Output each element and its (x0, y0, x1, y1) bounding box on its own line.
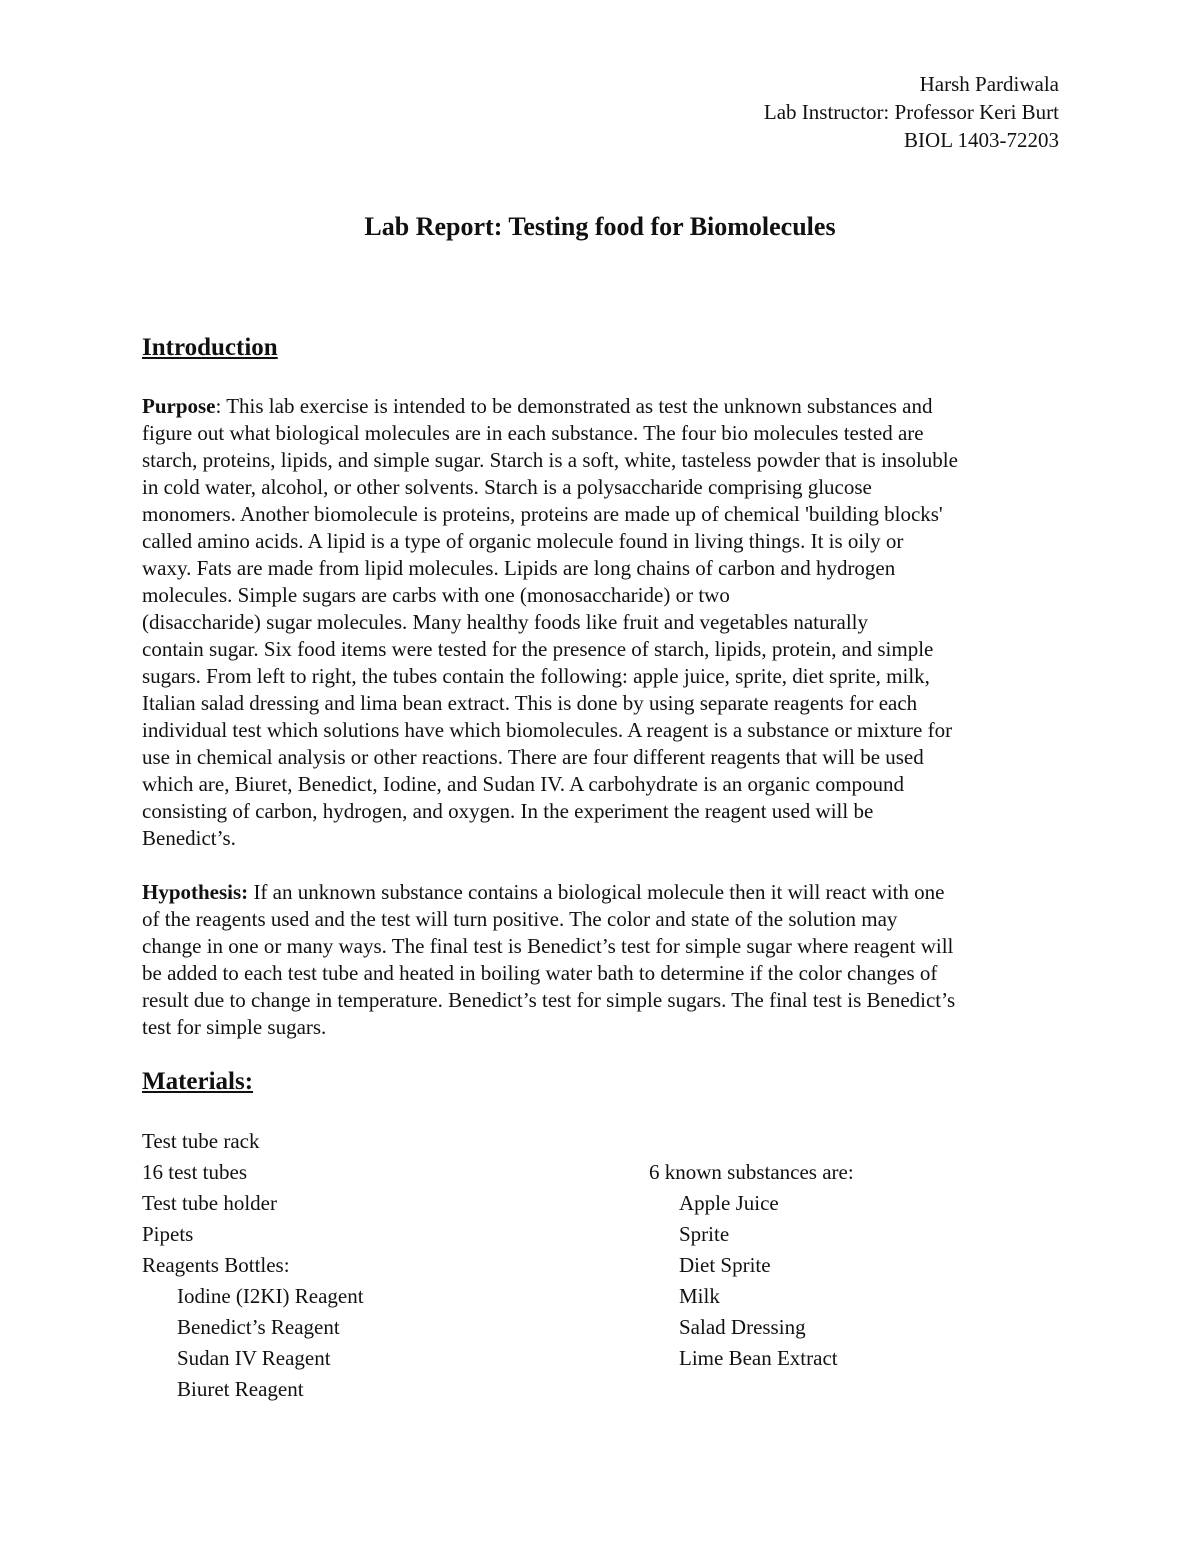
purpose-line: which are, Biuret, Benedict, Iodine, and Sudan IV. A carbohydrate is an organic compound (142, 772, 905, 796)
purpose-line: Benedict’s. (142, 826, 236, 850)
hypothesis-line: of the reagents used and the test will turn positive. The color and state of the solution may (142, 907, 898, 931)
purpose-paragraph (142, 393, 958, 852)
reagent-item: Benedict’s Reagent (177, 1315, 340, 1339)
purpose-line (142, 393, 958, 420)
substance-item: Milk (679, 1284, 720, 1308)
purpose-line: use in chemical analysis or other reactions. There are four different reagents that will be used (142, 745, 924, 769)
purpose-line: starch, proteins, lipids, and simple sugar. Starch is a soft, white, tasteless powder that is insoluble (142, 448, 958, 472)
known-substances-list (649, 1157, 854, 1374)
course-code: BIOL 1403-72203 (904, 128, 1059, 152)
hypothesis-paragraph (142, 879, 955, 1041)
hypothesis-line: result due to change in temperature. Benedict’s test for simple sugars. The final test is Benedict’s (142, 988, 956, 1012)
hypothesis-label: Hypothesis: (142, 880, 249, 904)
purpose-line: Italian salad dressing and lima bean extract. This is done by using separate reagents for each (142, 691, 918, 715)
substance-item: Sprite (679, 1222, 730, 1246)
report-title: Lab Report: Testing food for Biomolecules (364, 212, 836, 241)
hypothesis-line: change in one or many ways. The final test is Benedict’s test for simple sugar where reagent will (142, 934, 954, 958)
reagent-item: Sudan IV Reagent (177, 1346, 331, 1370)
purpose-line: sugars. From left to right, the tubes contain the following: apple juice, sprite, diet sprite, milk, (142, 664, 930, 688)
author-name: Harsh Pardiwala (919, 72, 1059, 96)
hypothesis-line (142, 879, 955, 906)
purpose-line: individual test which solutions have which biomolecules. A reagent is a substance or mixture for (142, 718, 953, 742)
reagent-item: Biuret Reagent (177, 1377, 304, 1401)
materials-equipment-list (142, 1126, 364, 1405)
materials-item: Reagents Bottles: (142, 1253, 290, 1277)
purpose-line: (disaccharide) sugar molecules. Many healthy foods like fruit and vegetables naturally (142, 610, 868, 634)
substance-item: Salad Dressing (679, 1315, 806, 1339)
materials-heading: Materials: (142, 1068, 254, 1095)
materials-item: Pipets (142, 1222, 194, 1246)
purpose-line: monomers. Another biomolecule is proteins, proteins are made up of chemical 'building blocks' (142, 502, 943, 526)
hypothesis-line-text: If an unknown substance contains a biological molecule then it will react with one (248, 880, 945, 904)
purpose-line: in cold water, alcohol, or other solvents. Starch is a polysaccharide comprising glucose (142, 475, 872, 499)
purpose-label: Purpose (142, 394, 216, 418)
lab-instructor: Lab Instructor: Professor Keri Burt (763, 100, 1059, 124)
purpose-line: consisting of carbon, hydrogen, and oxygen. In the experiment the reagent used will be (142, 799, 874, 823)
purpose-line: contain sugar. Six food items were tested for the presence of starch, lipids, protein, and simple (142, 637, 934, 661)
substance-item: Diet Sprite (679, 1253, 771, 1277)
materials-item: Test tube rack (142, 1129, 260, 1153)
purpose-line: molecules. Simple sugars are carbs with one (monosaccharide) or two (142, 583, 730, 607)
materials-item: Test tube holder (142, 1191, 277, 1215)
hypothesis-line: be added to each test tube and heated in boiling water bath to determine if the color changes of (142, 961, 938, 985)
substances-heading: 6 known substances are: (649, 1160, 854, 1184)
purpose-line: called amino acids. A lipid is a type of organic molecule found in living things. It is oily or (142, 529, 904, 553)
purpose-line: figure out what biological molecules are in each substance. The four bio molecules tested are (142, 421, 924, 445)
hypothesis-line: test for simple sugars. (142, 1015, 327, 1039)
reagent-item: Iodine (I2KI) Reagent (177, 1284, 364, 1308)
introduction-heading: Introduction (142, 334, 278, 361)
materials-item: 16 test tubes (142, 1160, 247, 1184)
substance-item: Lime Bean Extract (679, 1346, 838, 1370)
purpose-line: waxy. Fats are made from lipid molecules. Lipids are long chains of carbon and hydrogen (142, 556, 896, 580)
header-block (764, 70, 1059, 154)
substance-item: Apple Juice (679, 1191, 779, 1215)
purpose-line-text: : This lab exercise is intended to be demonstrated as test the unknown substances and (215, 394, 933, 418)
